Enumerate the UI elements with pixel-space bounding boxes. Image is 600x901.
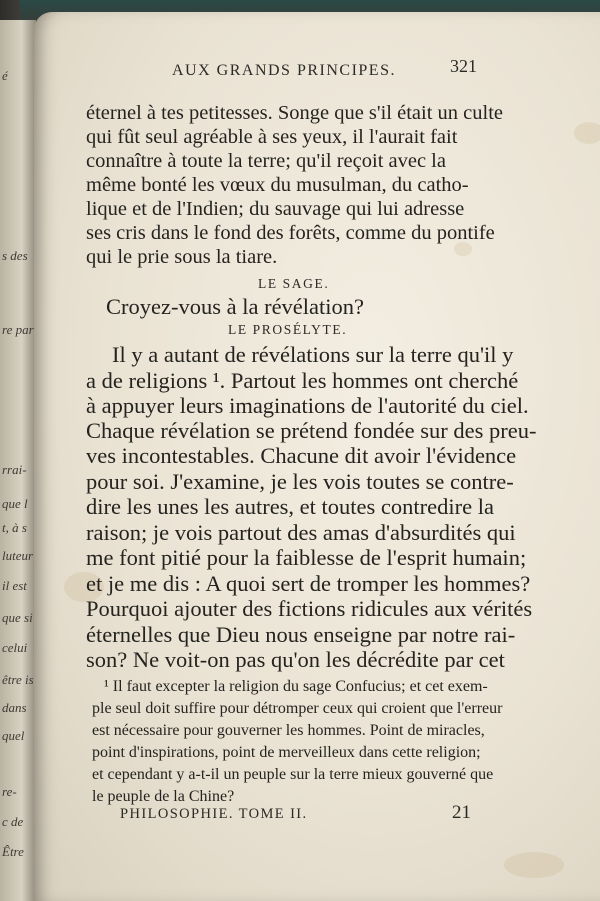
text-line: qui fût seul agréable à ses yeux, il l'aurait fait — [86, 126, 458, 148]
question-line: Croyez-vous à la révélation? — [106, 294, 365, 319]
facing-page-fragment: luteur — [2, 548, 34, 563]
footnote-line: le peuple de la Chine? — [92, 788, 235, 805]
text-line: pour soi. J'examine, je les vois toutes se contre- — [86, 469, 514, 494]
text-line: éternelles que Dieu nous enseigne par notre rai- — [86, 622, 516, 647]
facing-page-fragment: s des — [2, 248, 28, 263]
text-line: même bonté les vœux du musulman, du catho- — [86, 174, 469, 196]
facing-page-fragment: rrai- — [2, 462, 27, 477]
text-line: a de religions ¹. Partout les hommes ont cherché — [86, 368, 519, 393]
running-head: AUX GRANDS PRINCIPES. — [172, 62, 396, 79]
facing-page-fragment: Être — [2, 844, 24, 859]
facing-page-fragment: que l — [2, 496, 28, 511]
facing-page-fragment: celui — [2, 640, 28, 655]
text-line: Il y a autant de révélations sur la terre qu'il y — [112, 342, 514, 367]
facing-page-fragment: c de — [2, 814, 24, 829]
facing-page-fragment: que si — [2, 610, 33, 625]
facing-page-fragment: t, à s — [2, 520, 27, 535]
facing-page-fragment: re par — [2, 322, 34, 337]
facing-page-fragment: re- — [2, 784, 17, 799]
footnote-line: ple seul doit suffire pour détromper ceux qui croient que l'erreur — [92, 700, 503, 717]
facing-page-fragment: il est — [2, 578, 27, 593]
speaker-label: LE SAGE. — [258, 276, 330, 291]
text-line: ses cris dans le fond des forêts, comme du pontife — [86, 222, 495, 244]
facing-page-fragment: dans — [2, 700, 27, 715]
page-number: 321 — [450, 56, 477, 76]
facing-page-fragment: é — [2, 68, 8, 83]
facing-page-fragment: quel — [2, 728, 25, 743]
footnote-line: est nécessaire pour gouverner les hommes. Point de miracles, — [92, 722, 485, 739]
page-header — [0, 48, 600, 78]
page-footer — [0, 800, 600, 828]
text-line: éternel à tes petitesses. Songe que s'il était un culte — [86, 102, 503, 124]
footnote-line: ¹ Il faut excepter la religion du sage Confucius; et cet exem- — [104, 678, 488, 695]
text-line: ves incontestables. Chacune dit avoir l'évidence — [86, 443, 517, 468]
footnote-line: et cependant y a-t-il un peuple sur la terre mieux gouverné que — [92, 766, 494, 783]
text-line: et je me dis : A quoi sert de tromper les hommes? — [86, 571, 531, 596]
facing-page-edge — [0, 20, 36, 901]
text-line: Pourquoi ajouter des fictions ridicules aux vérités — [86, 596, 533, 621]
text-line: raison; je vois partout des amas d'absurdités qui — [86, 520, 516, 545]
text-line: qui le prie sous la tiare. — [86, 246, 278, 268]
text-line: me font pitié pour la faiblesse de l'esprit humain; — [86, 545, 527, 570]
text-line: son? Ne voit-on pas qu'on les décrédite par cet — [86, 647, 505, 672]
text-line: Chaque révélation se prétend fondée sur des preu- — [86, 418, 537, 443]
footnote-line: point d'inspirations, point de merveilleux dans cette religion; — [92, 744, 481, 761]
facing-page-fragment: être is — [2, 672, 34, 687]
text-line: connaître à toute la terre; qu'il reçoit avec la — [86, 150, 446, 172]
text-line: à appuyer leurs imaginations de l'autorité du ciel. — [86, 393, 529, 418]
text-line: lique et de l'Indien; du sauvage qui lui adresse — [86, 198, 465, 220]
speaker-label: LE PROSÉLYTE. — [228, 322, 348, 337]
signature-mark: 21 — [452, 802, 471, 823]
volume-title: PHILOSOPHIE. TOME II. — [120, 806, 308, 822]
text-line: dire les unes les autres, et toutes contredire la — [86, 494, 494, 519]
